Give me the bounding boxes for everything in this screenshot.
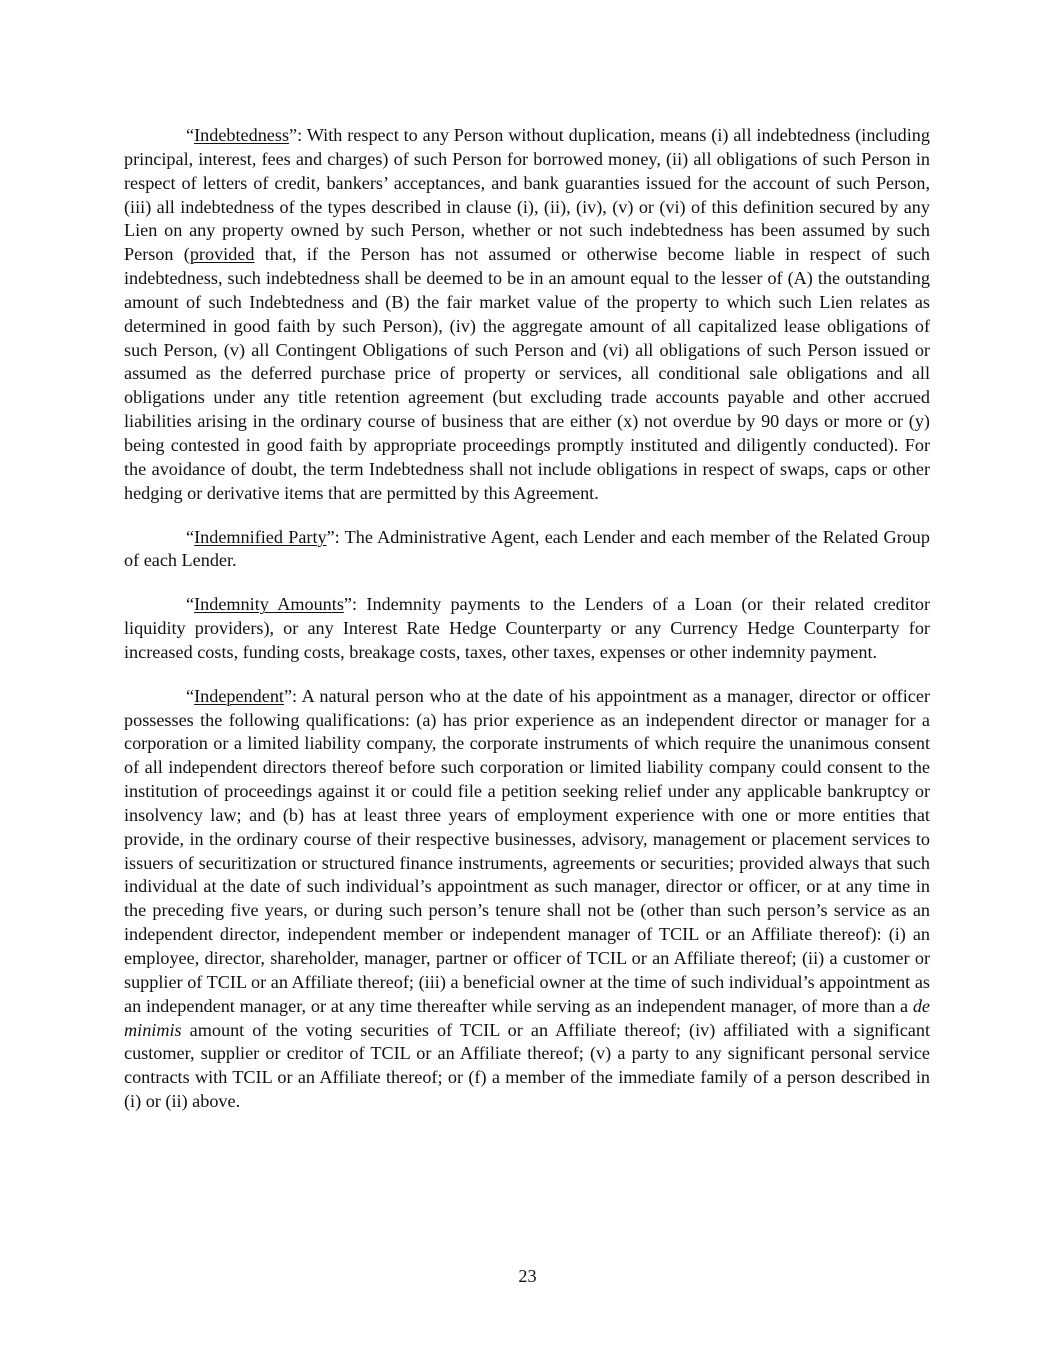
defined-term: Indemnified Party <box>194 526 327 547</box>
definition-text: : The Administrative Agent, each Lender and each member of the Related Group of each Lender. <box>124 526 930 571</box>
page-number: 23 <box>518 1266 537 1286</box>
defined-term: Indebtedness <box>194 125 290 145</box>
definition-indemnified-party: “Indemnified Party”: The Administrative Agent, each Lender and each member of the Related Group of each Lender. <box>124 526 930 571</box>
definition-indebtedness: “Indebtedness”: With respect to any Person without duplication, means (i) all indebtedness (including principal, interest, fees and charges) of such Person for borrowed money, (ii) all obligations of such Person in respect of letters of credit, bankers’ acceptances, and bank guaranties issued for the account of such Person, (iii) all indebtedness of the types described in clause (i), (ii), (iv), (v) or (vi) of this definition secured by any Lien on any property owned by such Person, whether or not such indebtedness has been assumed by such Person (provided that, if the Person has not assumed or otherwise become liable in respect of such indebtedness, such indebtedness shall be deemed to be in an amount equal to the lesser of (A) the outstanding amount of such Indebtedness and (B) the fair market value of the property to which such Lien relates as determined in good faith by such Person), (iv) the aggregate amount of all capitalized lease obligations of such Person, (v) all Contingent Obligations of such Person and (vi) all obligations of such Person issued or assumed as the deferred purchase price of property or services, all conditional sale obligations and all obligations under any title retention agreement (but excluding trade accounts payable and other accrued liabilities arising in the ordinary course of business that are either (x) not overdue by 90 days or more or (y) being contested in good faith by appropriate proceedings promptly instituted and diligently conducted). For the avoidance of doubt, the term Indebtedness shall not include obligations in respect of swaps, caps or other hedging or derivative items that are permitted by this Agreement. <box>124 125 930 503</box>
definition-indemnity-amounts: “Indemnity Amounts”: Indemnity payments to the Lenders of a Loan (or their related creditor liquidity providers), or any Interest Rate Hedge Counterparty or any Currency Hedge Counterparty for increased costs, funding costs, breakage costs, taxes, other taxes, expenses or other indemnity payment. <box>124 594 930 662</box>
defined-term: Independent <box>194 685 284 706</box>
definition-text: : Indemnity payments to the Lenders of a Loan (or their related creditor liquidity providers), or any Interest Rate Hedge Counterparty or any Currency Hedge Counterparty for increased costs, funding costs, breakage costs, taxes, other taxes, expenses or other indemnity payment. <box>124 594 930 662</box>
definition-text: : With respect to any Person without duplication, means (i) all indebtedness (including principal, interest, fees and charges) of such Person for borrowed money, (ii) all obligations of such Person in respect of letters of credit, bankers’ acceptances, and bank guaranties issued for the account of such Person, (iii) all indebtedness of the types described in clause (i), (ii), (iv), (v) or (vi) of this definition secured by any Lien on any property owned by such Person, whether or not such indebtedness has been assumed by such Person ( <box>124 125 930 265</box>
definition-text: : A natural person who at the date of his appointment as a manager, director or officer possesses the following qualifications: (a) has prior experience as an independent director or manager for a corporation or a limited liability company, the corporate instruments of which require the unanimous consent of all independent directors thereof before such corporation or limited liability company could consent to the institution of proceedings against it or could file a petition seeking relief under any applicable bankruptcy or insolvency law; and (b) has at least three years of employment experience with one or more entities that provide, in the ordinary course of their respective businesses, advisory, management or placement services to issuers of securitization or structured finance instruments, agreements or securities; provided always that such individual at the date of such individual’s appointment as such manager, director or officer, or at any time in the preceding five years, or during such person’s tenure shall not be (other than such person’s service as an independent director, independent member or independent manager of TCIL or an Affiliate thereof): (i) an employee, director, shareholder, manager, partner or officer of TCIL or an Affiliate thereof; (ii) a customer or supplier of TCIL or an Affiliate thereof; (iii) a beneficial owner at the time of such individual’s appointment as an independent manager, or at any time thereafter while serving as an independent manager, of more than a <box>124 685 930 1016</box>
definition-text: amount of the voting securities of TCIL or an Affiliate thereof; (iv) affiliated with a significant customer, supplier or creditor of TCIL or an Affiliate thereof; (v) a party to any significant personal service contracts with TCIL or an Affiliate thereof; or (f) a member of the immediate family of a person described in (i) or (ii) above. <box>124 1019 930 1112</box>
defined-term: Indemnity Amounts <box>194 594 344 615</box>
de-minimis-italic: de minimis <box>124 995 930 1040</box>
definition-text: that, if the Person has not assumed or otherwise become liable in respect of such indebtedness, such indebtedness shall be deemed to be in an amount equal to the lesser of (A) the outstanding amount of such Indebtedness and (B) the fair market value of the property to which such Lien relates as determined in good faith by such Person), (iv) the aggregate amount of all capitalized lease obligations of such Person, (v) all Contingent Obligations of such Person and (vi) all obligations of such Person issued or assumed as the deferred purchase price of property or services, all conditional sale obligations and all obligations under any title retention agreement (but excluding trade accounts payable and other accrued liabilities arising in the ordinary course of business that are either (x) not overdue by 90 days or more or (y) being contested in good faith by appropriate proceedings promptly instituted and diligently conducted). For the avoidance of doubt, the term Indebtedness shall not include obligations in respect of swaps, caps or other hedging or derivative items that are permitted by this Agreement. <box>124 244 930 503</box>
document-page <box>124 124 930 1134</box>
definition-independent: “Independent”: A natural person who at the date of his appointment as a manager, director or officer possesses the following qualifications: (a) has prior experience as an independent director or manager for a corporation or a limited liability company, the corporate instruments of which require the unanimous consent of all independent directors thereof before such corporation or limited liability company could consent to the institution of proceedings against it or could file a petition seeking relief under any applicable bankruptcy or insolvency law; and (b) has at least three years of employment experience with one or more entities that provide, in the ordinary course of their respective businesses, advisory, management or placement services to issuers of securitization or structured finance instruments, agreements or securities; provided always that such individual at the date of such individual’s appointment as such manager, director or officer, or at any time in the preceding five years, or during such person’s tenure shall not be (other than such person’s service as an independent director, independent member or independent manager of TCIL or an Affiliate thereof): (i) an employee, director, shareholder, manager, partner or officer of TCIL or an Affiliate thereof; (ii) a customer or supplier of TCIL or an Affiliate thereof; (iii) a beneficial owner at the time of such individual’s appointment as an independent manager, or at any time thereafter while serving as an independent manager, of more than a de minimis amount of the voting securities of TCIL or an Affiliate thereof; (iv) affiliated with a significant customer, supplier or creditor of TCIL or an Affiliate thereof; (v) a party to any significant personal service contracts with TCIL or an Affiliate thereof; or (f) a member of the immediate family of a person described in (i) or (ii) above. <box>124 685 930 1112</box>
provided-underlined: provided <box>189 244 255 265</box>
